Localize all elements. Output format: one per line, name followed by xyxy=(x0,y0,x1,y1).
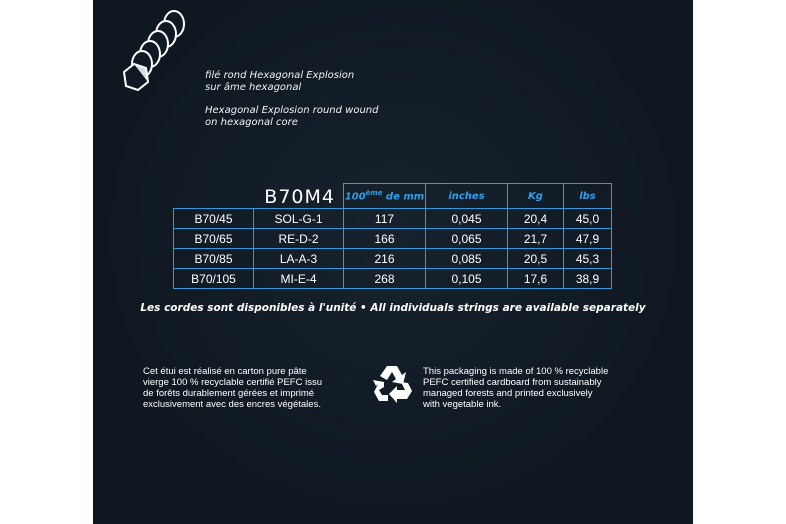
cell-inches: 0,085 xyxy=(426,249,508,269)
header-gauge-num: 100 xyxy=(344,191,366,203)
cell-ref: B70/45 xyxy=(174,209,254,229)
model-number: B70M4 xyxy=(264,186,335,208)
packaging-panel xyxy=(93,0,693,524)
eco-fr-line: de forêts durablement gérées et imprimé xyxy=(143,388,315,399)
eco-en-line: managed forests and printed exclusively xyxy=(423,388,593,399)
table-row xyxy=(174,249,612,269)
cell-ref: B70/85 xyxy=(174,249,254,269)
cell-note: SOL-G-1 xyxy=(254,209,344,229)
cell-note: LA-A-3 xyxy=(254,249,344,269)
table-row xyxy=(174,229,612,249)
description-fr-line: sur âme hexagonal xyxy=(205,82,302,93)
description-en-line: on hexagonal core xyxy=(205,117,298,128)
recycle-icon xyxy=(369,360,415,406)
cell-kg: 20,4 xyxy=(508,209,564,229)
header-inches: inches xyxy=(426,184,508,209)
table-row xyxy=(174,209,612,229)
string-spec-table xyxy=(173,183,612,289)
cell-gauge: 216 xyxy=(344,249,426,269)
eco-fr-line: Cet étui est réalisé en carton pure pâte xyxy=(143,366,307,377)
header-gauge xyxy=(344,184,426,209)
eco-en-line: This packaging is made of 100 % recyclable xyxy=(423,366,609,377)
cell-gauge: 117 xyxy=(344,209,426,229)
eco-statement-english xyxy=(423,366,623,410)
cell-gauge: 166 xyxy=(344,229,426,249)
cell-lbs: 38,9 xyxy=(564,269,612,289)
header-gauge-sup: ème xyxy=(365,189,383,198)
string-winding-icon xyxy=(118,8,198,106)
table-row xyxy=(174,269,612,289)
cell-ref: B70/65 xyxy=(174,229,254,249)
cell-note: RE-D-2 xyxy=(254,229,344,249)
eco-fr-line: exclusivement avec des encres végétales. xyxy=(143,399,321,410)
eco-en-line: PEFC certified cardboard from sustainably xyxy=(423,377,602,388)
cell-kg: 17,6 xyxy=(508,269,564,289)
availability-note: Les cordes sont disponibles à l'unité • All individuals strings are available separately xyxy=(140,302,646,314)
cell-lbs: 45,0 xyxy=(564,209,612,229)
header-kg: Kg xyxy=(508,184,564,209)
description-en-line: Hexagonal Explosion round wound xyxy=(205,105,379,116)
cell-kg: 20,5 xyxy=(508,249,564,269)
eco-en-line: with vegetable ink. xyxy=(423,399,502,410)
cell-inches: 0,065 xyxy=(426,229,508,249)
table-header-row xyxy=(174,184,612,209)
cell-inches: 0,105 xyxy=(426,269,508,289)
description-french xyxy=(205,70,354,94)
cell-note: MI-E-4 xyxy=(254,269,344,289)
cell-inches: 0,045 xyxy=(426,209,508,229)
cell-ref: B70/105 xyxy=(174,269,254,289)
cell-lbs: 47,9 xyxy=(564,229,612,249)
cell-gauge: 268 xyxy=(344,269,426,289)
description-fr-line: filé rond Hexagonal Explosion xyxy=(205,70,355,81)
header-gauge-unit: de mm xyxy=(382,191,425,203)
eco-fr-line: vierge 100 % recyclable certifié PEFC issu xyxy=(143,377,322,388)
header-lbs: lbs xyxy=(564,184,612,209)
description-english xyxy=(205,105,378,129)
cell-kg: 21,7 xyxy=(508,229,564,249)
cell-lbs: 45,3 xyxy=(564,249,612,269)
eco-statement-french xyxy=(143,366,363,410)
